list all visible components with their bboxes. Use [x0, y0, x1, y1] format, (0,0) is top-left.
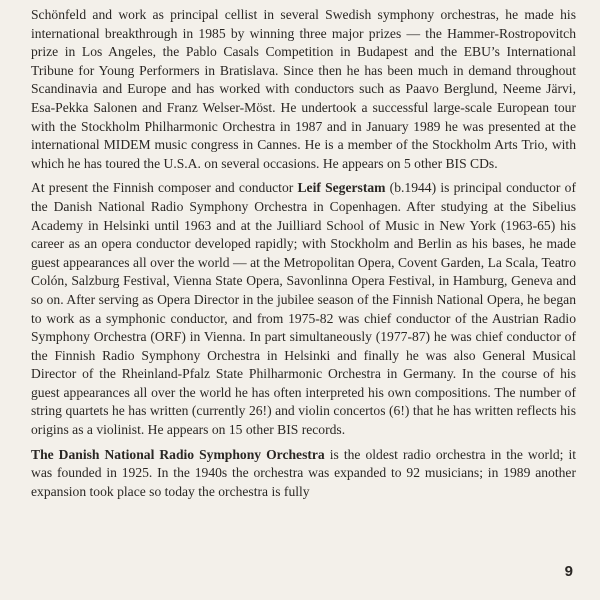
paragraph-segerstam-bio	[31, 179, 576, 439]
body-text	[31, 6, 576, 507]
bold-name-orchestra: The Danish National Radio Symphony Orchestra	[31, 446, 325, 462]
paragraph-orchestra-bio	[31, 446, 576, 502]
paragraph-cellist-bio	[31, 6, 576, 173]
paragraph-text: Schönfeld and work as principal cellist in several Swedish symphony orchestras, he made his international breakthrough in 1985 by winning three major prizes — the Hammer-Rostropovitch prize in Los Angeles, the Pablo Casals Competition in Budapest and the EBU’s International Tribune for Young Performers in Bratislava. Since then he has been much in demand throughout Scandinavia and Europe and has worked with conductors such as Paavo Berglund, Neeme Järvi, Esa-Pekka Salonen and Franz Welser-Möst. He undertook a successful large-scale European tour with the Stockholm Philharmonic Orchestra in 1987 and in January 1989 he was presented at the international MIDEM music congress in Cannes. He is a member of the Stockholm Arts Trio, with which he has toured the U.S.A. on several occasions. He appears on 5 other BIS CDs.	[31, 7, 576, 171]
paragraph-text: At present the Finnish composer and conductor	[31, 180, 298, 196]
page-number: 9	[564, 563, 573, 580]
paragraph-text: (b.1944) is principal conductor of the Danish National Radio Symphony Orchestra in Copenhagen. After studying at the Sibelius Academy in Helsinki until 1963 and at the Juilliard School of Music in New York (1963-65) his career as an opera conductor developed rapidly; with Stockholm and Berlin as his bases, he made guest appearances all over the world — at the Metropolitan Opera, Covent Garden, La Scala, Teatro Colón, Salzburg Festival, Vienna State Opera, Savonlinna Opera Festival, in Hamburg, Geneva and so on. After serving as Opera Director in the jubilee season of the Finnish National Opera, he began to work as a symphonic conductor, and from 1975-82 was chief conductor of the Austrian Radio Symphony Orchestra (ORF) in Vienna. In part simultaneously (1977-87) he was chief conductor of the Finnish Radio Symphony Orchestra in Helsinki and finally he was also General Musical Director of the Rheinland-Pfalz State Philharmonic Orchestra in Germany. In the course of his guest appearances all over the world he has often interpreted his own compositions. The number of string quartets he has written (currently 26!) and violin concertos (6!) that he has written reflects his origins as a violinist. He appears on 15 other BIS records.	[31, 180, 576, 438]
paragraph-text: is the oldest radio orchestra in the world; it was founded in 1925. In the 1940s the orchestra was expanded to 92 musicians; in 1989 another expansion took place so today the orchestra is fully	[31, 446, 576, 499]
bold-name-leif-segerstam: Leif Segerstam	[297, 180, 386, 196]
